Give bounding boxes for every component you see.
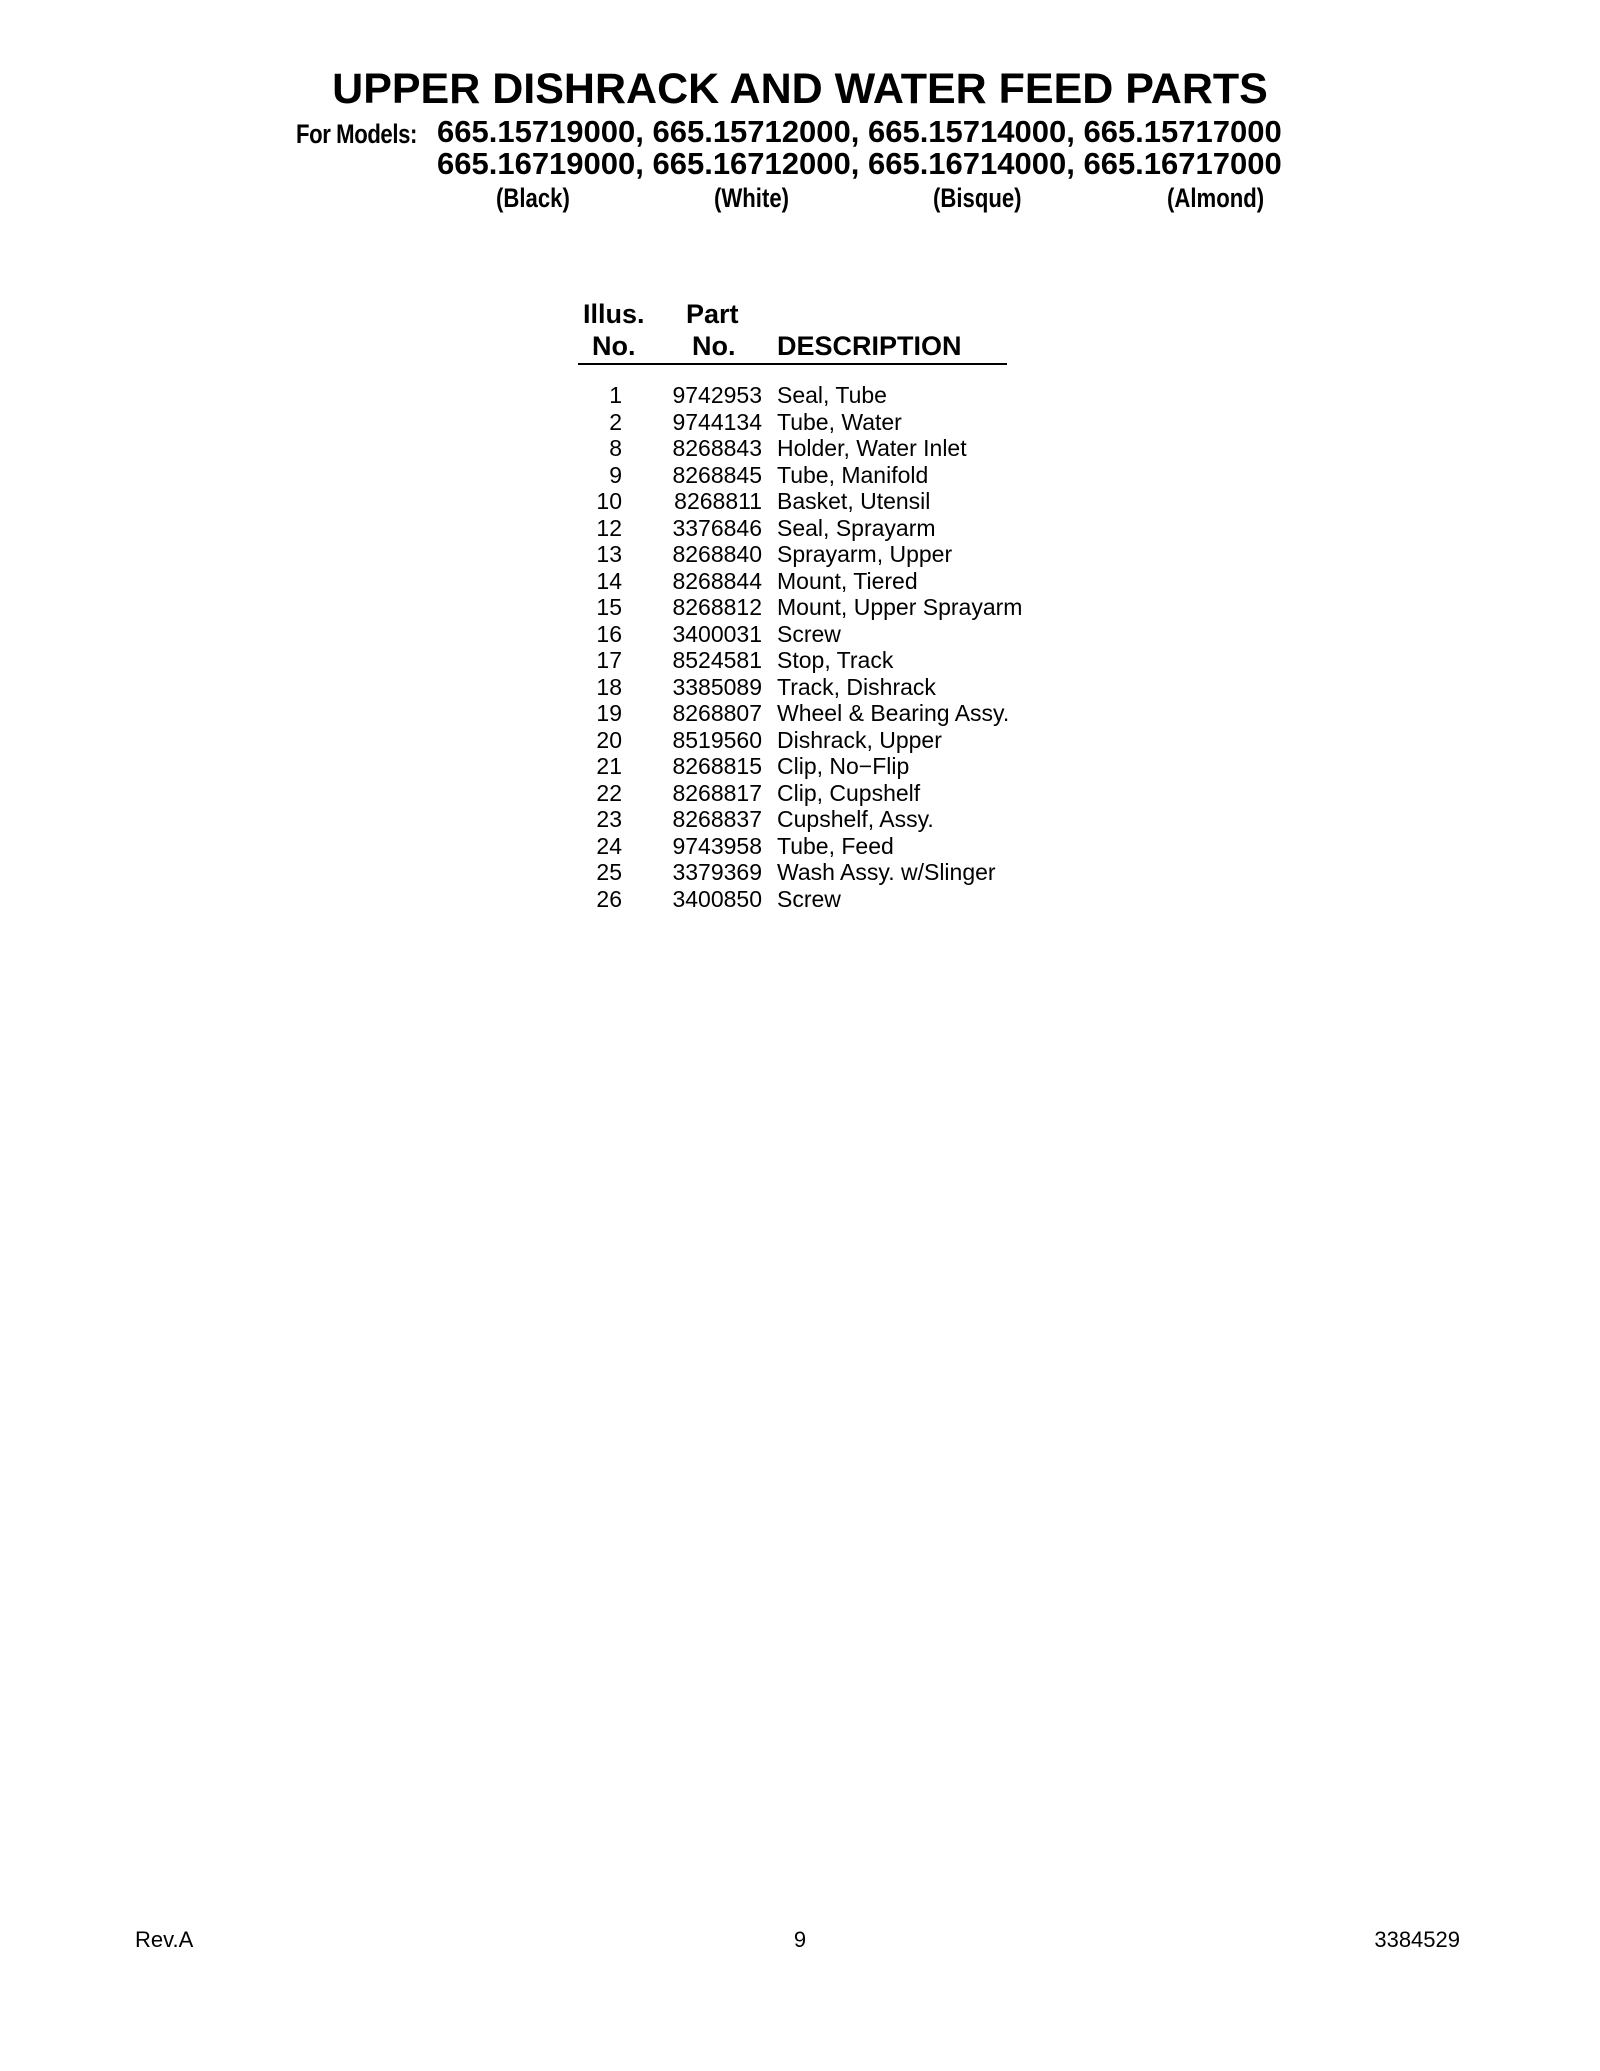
- part-number: 8268845: [672, 461, 762, 488]
- part-description: Tube, Manifold: [777, 461, 929, 488]
- part-number: 3385089: [672, 673, 762, 700]
- part-number: 9742953: [672, 382, 762, 408]
- illus-number: 2: [609, 408, 622, 435]
- part-number: 8268843: [672, 435, 762, 461]
- table-row: [0, 806, 1600, 833]
- part-description: Track, Dishrack: [777, 673, 936, 700]
- part-number: 8268811: [674, 488, 762, 514]
- table-row: [0, 753, 1600, 780]
- illus-number: 22: [596, 779, 622, 806]
- illus-header-top: Illus.: [583, 299, 645, 329]
- table-row: [0, 780, 1600, 807]
- illus-number: 17: [596, 647, 622, 673]
- description-header: DESCRIPTION: [777, 331, 962, 361]
- illus-number: 16: [596, 620, 622, 647]
- illus-number: 1: [609, 382, 622, 408]
- models-label: For Models:: [296, 119, 417, 149]
- part-description: Wheel & Bearing Assy.: [777, 700, 1010, 726]
- part-description: Cupshelf, Assy.: [777, 806, 934, 832]
- table-row: [0, 859, 1600, 886]
- part-description: Clip, No−Flip: [777, 753, 910, 779]
- parts-list: [0, 382, 1600, 912]
- table-row: [0, 488, 1600, 515]
- illus-number: 20: [596, 726, 622, 753]
- table-row: [0, 462, 1600, 489]
- illus-number: 19: [596, 700, 622, 726]
- table-row: [0, 409, 1600, 436]
- table-row: [0, 515, 1600, 542]
- part-number: 3400031: [672, 620, 762, 647]
- table-row: [0, 833, 1600, 860]
- part-description: Screw: [777, 885, 841, 912]
- table-row: [0, 541, 1600, 568]
- illus-number: 15: [596, 594, 622, 620]
- part-number: 8268817: [672, 779, 762, 806]
- part-description: Tube, Feed: [777, 832, 894, 859]
- part-number: 9744134: [672, 408, 762, 435]
- part-number: 9743958: [672, 832, 762, 859]
- part-number: 3400850: [672, 885, 762, 912]
- model-list-line-1: 665.15719000, 665.15712000, 665.15714000, 665.15717000: [437, 114, 1282, 149]
- part-number: 3376846: [672, 514, 762, 541]
- part-number: 8268840: [672, 541, 762, 567]
- model-list-line-2: 665.16719000, 665.16712000, 665.16714000, 665.16717000: [437, 146, 1282, 181]
- illus-number: 26: [596, 885, 622, 912]
- illus-number: 23: [596, 806, 622, 832]
- part-description: Holder, Water Inlet: [777, 435, 967, 461]
- table-row: [0, 435, 1600, 462]
- part-number: 8268815: [672, 753, 762, 779]
- table-row: [0, 382, 1600, 409]
- color-label-black: (Black): [496, 183, 570, 213]
- part-description: Basket, Utensil: [777, 488, 931, 514]
- part-number: 8524581: [672, 647, 762, 673]
- illus-number: 8: [609, 435, 622, 461]
- revision-label: Rev.A: [135, 1927, 194, 1952]
- illus-number: 24: [596, 832, 622, 859]
- part-number: 8519560: [672, 726, 762, 753]
- illus-number: 10: [596, 488, 622, 514]
- part-number: 8268812: [672, 594, 762, 620]
- illus-number: 13: [596, 541, 622, 567]
- part-description: Mount, Upper Sprayarm: [777, 594, 1023, 620]
- page-title: UPPER DISHRACK AND WATER FEED PARTS: [332, 65, 1268, 113]
- illus-number: 14: [596, 567, 622, 594]
- header-divider: [578, 363, 1007, 365]
- part-number: 8268807: [672, 700, 762, 726]
- part-description: Sprayarm, Upper: [777, 541, 953, 567]
- color-label-white: (White): [714, 183, 790, 213]
- table-row: [0, 568, 1600, 595]
- table-row: [0, 727, 1600, 754]
- part-description: Dishrack, Upper: [777, 726, 942, 753]
- page-number: 9: [793, 1927, 807, 1952]
- part-number: 8268837: [672, 806, 762, 832]
- part-header-top: Part: [686, 299, 739, 329]
- table-row: [0, 886, 1600, 913]
- illus-number: 25: [596, 859, 622, 885]
- part-description: Seal, Tube: [777, 382, 887, 408]
- illus-number: 18: [596, 673, 622, 700]
- part-number: 8268844: [672, 567, 762, 594]
- part-description: Seal, Sprayarm: [777, 514, 936, 541]
- table-row: [0, 594, 1600, 621]
- part-description: Screw: [777, 620, 841, 647]
- illus-header-bottom: No.: [592, 331, 636, 361]
- color-label-bisque: (Bisque): [933, 183, 1022, 213]
- part-description: Clip, Cupshelf: [777, 779, 921, 806]
- part-description: Mount, Tiered: [777, 567, 918, 594]
- table-row: [0, 700, 1600, 727]
- illus-number: 21: [596, 753, 622, 779]
- illus-number: 9: [609, 461, 622, 488]
- part-header-bottom: No.: [692, 331, 736, 361]
- part-description: Stop, Track: [777, 647, 894, 673]
- illus-number: 12: [596, 514, 622, 541]
- document-number: 3384529: [1374, 1927, 1460, 1952]
- part-description: Tube, Water: [777, 408, 902, 435]
- part-number: 3379369: [672, 859, 762, 885]
- part-description: Wash Assy. w/Slinger: [777, 859, 996, 885]
- color-label-almond: (Almond): [1167, 183, 1265, 213]
- table-row: [0, 674, 1600, 701]
- table-row: [0, 647, 1600, 674]
- table-row: [0, 621, 1600, 648]
